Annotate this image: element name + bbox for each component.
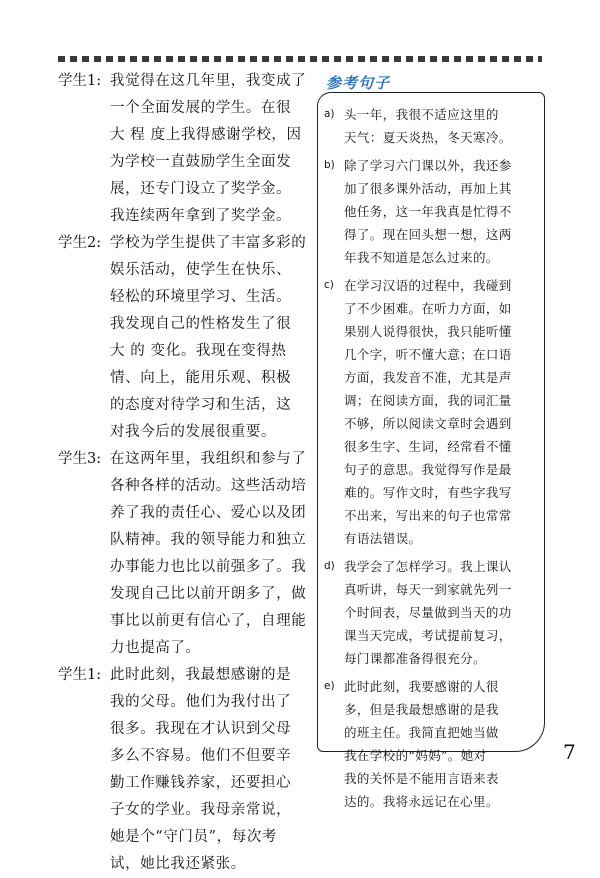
text-line: 子女的学业。我母亲常说， [110,802,292,818]
text-line: 几个字，听不懂大意；在口语 [344,347,512,362]
text-line: 在这两年里，我组织和参与了 [110,451,307,467]
text-line: 句子的意思。我觉得写作是最 [344,462,512,477]
text-line: 我觉得在这几年里，我变成了 [110,73,307,89]
text-line: 真听讲，每天一到家就先列一 [344,582,512,597]
text-line: 每门课都准备得很充分。 [344,651,486,666]
turn-text [110,446,310,662]
dialog-turn [58,68,310,230]
turn-text [110,662,310,878]
text-line: 果别人说得很快，我只能听懂 [344,324,512,339]
text-line: 达的。我将永远记在心里。 [344,794,499,809]
reference-item-text [344,555,536,670]
text-line: 我连续两年拿到了奖学金。 [110,208,292,224]
text-line: 发现自己比以前开朗多了，做 [110,586,307,602]
text-line: 队精神。我的领导能力和独立 [110,532,307,548]
speaker-label: 学生1: [58,667,102,683]
text-line: 养了我的责任心、爱心以及团 [110,505,307,521]
text-line: 难的。写作文时，有些字我写 [344,485,512,500]
reference-item-label: c) [324,279,334,291]
speaker-label: 学生2: [58,235,102,251]
text-line: 展，还专门设立了奖学金。 [110,181,292,197]
text-line: 力也提高了。 [110,640,201,656]
text-line: 除了学习六门课以外，我还参 [344,158,512,173]
speaker-label: 学生1: [58,73,102,89]
text-line: 轻松的环境里学习、生活。 [110,289,292,305]
text-line: 天气：夏天炎热，冬天寒冷。 [344,130,512,145]
reference-item-label: d) [324,560,335,572]
text-line: 得了。现在回头想一想，这两 [344,227,512,242]
turn-text [110,230,310,446]
text-line: 勤工作赚钱养家，还要担心 [110,775,292,791]
text-line: 大 的 变化。我现在变得热 [110,343,287,359]
text-line: 课当天完成，考试提前复习， [344,628,512,643]
reference-item-label: a) [324,108,335,120]
text-line: 此时此刻，我要感谢的人很 [344,679,499,694]
text-line: 有语法错误。 [344,531,422,546]
text-line: 为学校一直鼓励学生全面发 [110,154,292,170]
turn-text [110,68,310,230]
dialog-turn [58,230,310,446]
text-line: 的态度对待学习和生活，这 [110,397,292,413]
reference-item-text [344,154,536,269]
text-line: 他任务，这一年我真是忙得不 [344,204,512,219]
reference-box [317,92,545,809]
text-line: 办事能力也比以前强多了。我 [110,559,307,575]
text-line: 我的父母。他们为我付出了 [110,694,292,710]
text-line: 此时此刻，我最想感谢的是 [110,667,292,683]
text-line: 加了很多课外活动，再加上其 [344,181,512,196]
text-line: 事比以前更有信心了，自理能 [110,613,307,629]
reference-item-text [344,103,536,149]
text-line: 我的关怀是不能用言语来表 [344,771,499,786]
text-line: 她是个“守门员”，每次考 [110,829,278,845]
reference-item [324,555,536,670]
text-line: 头一年，我很不适应这里的 [344,107,499,122]
text-line: 情、向上，能用乐观、积极 [110,370,292,386]
reference-item-label: e) [324,680,335,692]
text-line: 大 程 度上我得感谢学校，因 [110,127,302,143]
text-line: 在学习汉语的过程中，我碰到 [344,278,512,293]
reference-item [324,675,536,813]
text-line: 个时间表，尽量做到当天的功 [344,605,512,620]
text-line: 娱乐活动，使学生在快乐、 [110,262,292,278]
reference-item [324,154,536,269]
text-line: 不够，所以阅读文章时会遇到 [344,416,512,431]
reference-item-text [344,274,536,550]
dashed-divider [58,56,542,62]
reference-item-text [344,675,536,813]
reference-title: 参考句子 [326,74,391,92]
text-line: 年我不知道是怎么过来的。 [344,250,499,265]
text-line: 不出来，写出来的句子也常常 [344,508,512,523]
text-line: 我发现自己的性格发生了很 [110,316,292,332]
text-line: 了不少困难。在听力方面，如 [344,301,512,316]
page-number: 7 [563,740,576,764]
dialog-section [58,68,310,878]
text-line: 很多。我现在才认识到父母 [110,721,292,737]
speaker-label: 学生3: [58,451,102,467]
text-line: 我学会了怎样学习。我上课认 [344,559,512,574]
text-line: 我在学校的“妈妈”。她对 [344,748,487,763]
text-line: 的班主任。我简直把她当做 [344,725,499,740]
reference-item-label: b) [324,159,335,171]
dialog-turn [58,662,310,878]
text-line: 很多生字、生词，经常看不懂 [344,439,512,454]
text-line: 各种各样的活动。这些活动培 [110,478,307,494]
reference-item [324,274,536,550]
reference-item [324,103,536,149]
text-line: 调；在阅读方面，我的词汇量 [344,393,512,408]
text-line: 多，但是我最想感谢的是我 [344,702,499,717]
text-line: 多么不容易。他们不但要辛 [110,748,292,764]
text-line: 方面，我发音不准，尤其是声 [344,370,512,385]
text-line: 一个全面发展的学生。在很 [110,100,292,116]
text-line: 试，她比我还紧张。 [110,856,246,872]
text-line: 学校为学生提供了丰富多彩的 [110,235,307,251]
dialog-turn [58,446,310,662]
text-line: 对我今后的发展很重要。 [110,424,277,440]
